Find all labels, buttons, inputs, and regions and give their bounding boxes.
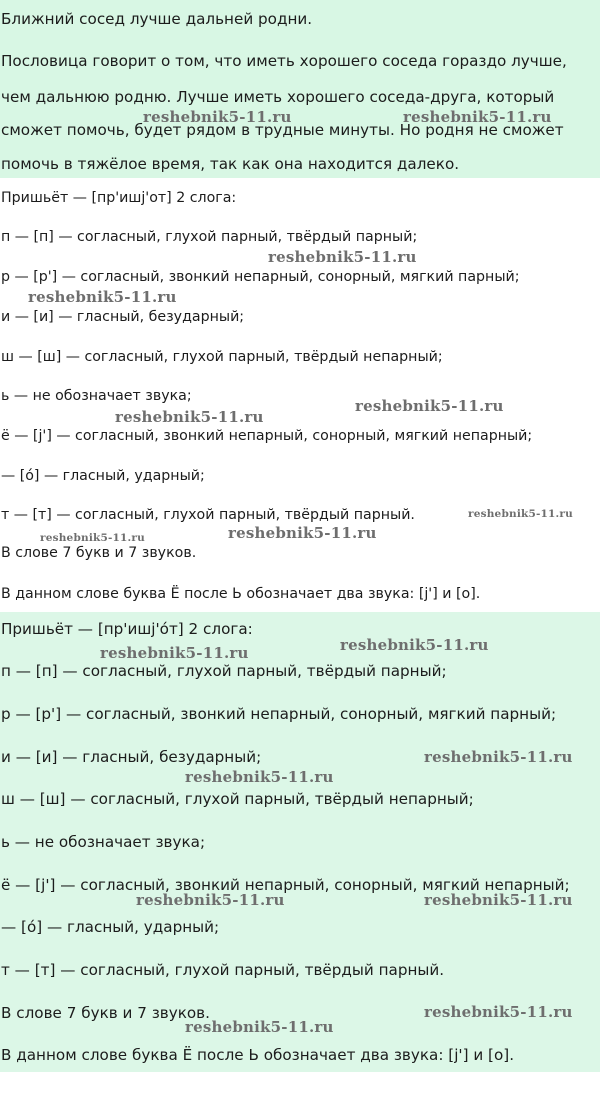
text-line: помочь в тяжёлое время, так как она находится далеко. bbox=[1, 155, 460, 173]
watermark: reshebnik5-11.ru bbox=[185, 768, 334, 786]
sound-line: р — [р'] — согласный, звонкий непарный, сонорный, мягкий парный; bbox=[1, 705, 557, 723]
summary-line: В слове 7 букв и 7 звуков. bbox=[1, 1004, 210, 1022]
watermark: reshebnik5-11.ru bbox=[468, 508, 573, 520]
sound-line: — [о́] — гласный, ударный; bbox=[1, 468, 205, 484]
sound-line: ё — [j'] — согласный, звонкий непарный, сонорный, мягкий непарный; bbox=[1, 428, 533, 444]
watermark: reshebnik5-11.ru bbox=[424, 748, 573, 766]
watermark: reshebnik5-11.ru bbox=[143, 108, 292, 126]
sound-line: ш — [ш] — согласный, глухой парный, твёрдый непарный; bbox=[1, 349, 443, 365]
watermark: reshebnik5-11.ru bbox=[100, 644, 249, 662]
watermark: reshebnik5-11.ru bbox=[424, 1003, 573, 1021]
sound-line: ш — [ш] — согласный, глухой парный, твёрдый непарный; bbox=[1, 790, 474, 808]
sound-line: и — [и] — гласный, безударный; bbox=[1, 748, 262, 766]
sound-line: ё — [j'] — согласный, звонкий непарный, сонорный, мягкий непарный; bbox=[1, 876, 570, 894]
watermark: reshebnik5-11.ru bbox=[355, 397, 504, 415]
watermark: reshebnik5-11.ru bbox=[185, 1018, 334, 1036]
summary-line: В данном слове буква Ё после Ь обозначает два звука: [j'] и [о]. bbox=[1, 1046, 515, 1064]
watermark: reshebnik5-11.ru bbox=[115, 408, 264, 426]
proverb-section bbox=[0, 0, 600, 178]
text-line: сможет помочь, будет рядом в трудные минуты. Но родня не сможет bbox=[1, 121, 564, 139]
watermark: reshebnik5-11.ru bbox=[28, 288, 177, 306]
watermark: reshebnik5-11.ru bbox=[403, 108, 552, 126]
sound-line: т — [т] — согласный, глухой парный, твёрдый парный. bbox=[1, 961, 445, 979]
sound-line: ь — не обозначает звука; bbox=[1, 833, 206, 851]
proverb-title: Ближний сосед лучше дальней родни. bbox=[1, 10, 313, 28]
sound-line: р — [р'] — согласный, звонкий непарный, сонорный, мягкий парный; bbox=[1, 269, 520, 285]
summary-line: В слове 7 букв и 7 звуков. bbox=[1, 545, 197, 561]
sound-line: — [о́] — гласный, ударный; bbox=[1, 918, 220, 936]
word-transcription: Пришьёт — [пр'ишj'от] 2 слога: bbox=[1, 190, 237, 206]
sound-line: п — [п] — согласный, глухой парный, твёрдый парный; bbox=[1, 662, 447, 680]
sound-line: п — [п] — согласный, глухой парный, твёрдый парный; bbox=[1, 229, 418, 245]
watermark: reshebnik5-11.ru bbox=[136, 891, 285, 909]
word-transcription: Пришьёт — [пр'ишj'о́т] 2 слога: bbox=[1, 620, 253, 638]
text-line: Пословица говорит о том, что иметь хорошего соседа гораздо лучше, bbox=[1, 52, 567, 70]
sound-line: т — [т] — согласный, глухой парный, твёрдый парный. bbox=[1, 507, 415, 523]
sound-line: и — [и] — гласный, безударный; bbox=[1, 309, 245, 325]
sound-line: ь — не обозначает звука; bbox=[1, 388, 192, 404]
watermark: reshebnik5-11.ru bbox=[424, 891, 573, 909]
summary-line: В данном слове буква Ё после Ь обозначает два звука: [j'] и [о]. bbox=[1, 586, 481, 602]
watermark: reshebnik5-11.ru bbox=[340, 636, 489, 654]
watermark: reshebnik5-11.ru bbox=[268, 248, 417, 266]
watermark: reshebnik5-11.ru bbox=[40, 532, 145, 544]
text-line: чем дальнюю родню. Лучше иметь хорошего соседа-друга, который bbox=[1, 88, 555, 106]
watermark: reshebnik5-11.ru bbox=[228, 524, 377, 542]
